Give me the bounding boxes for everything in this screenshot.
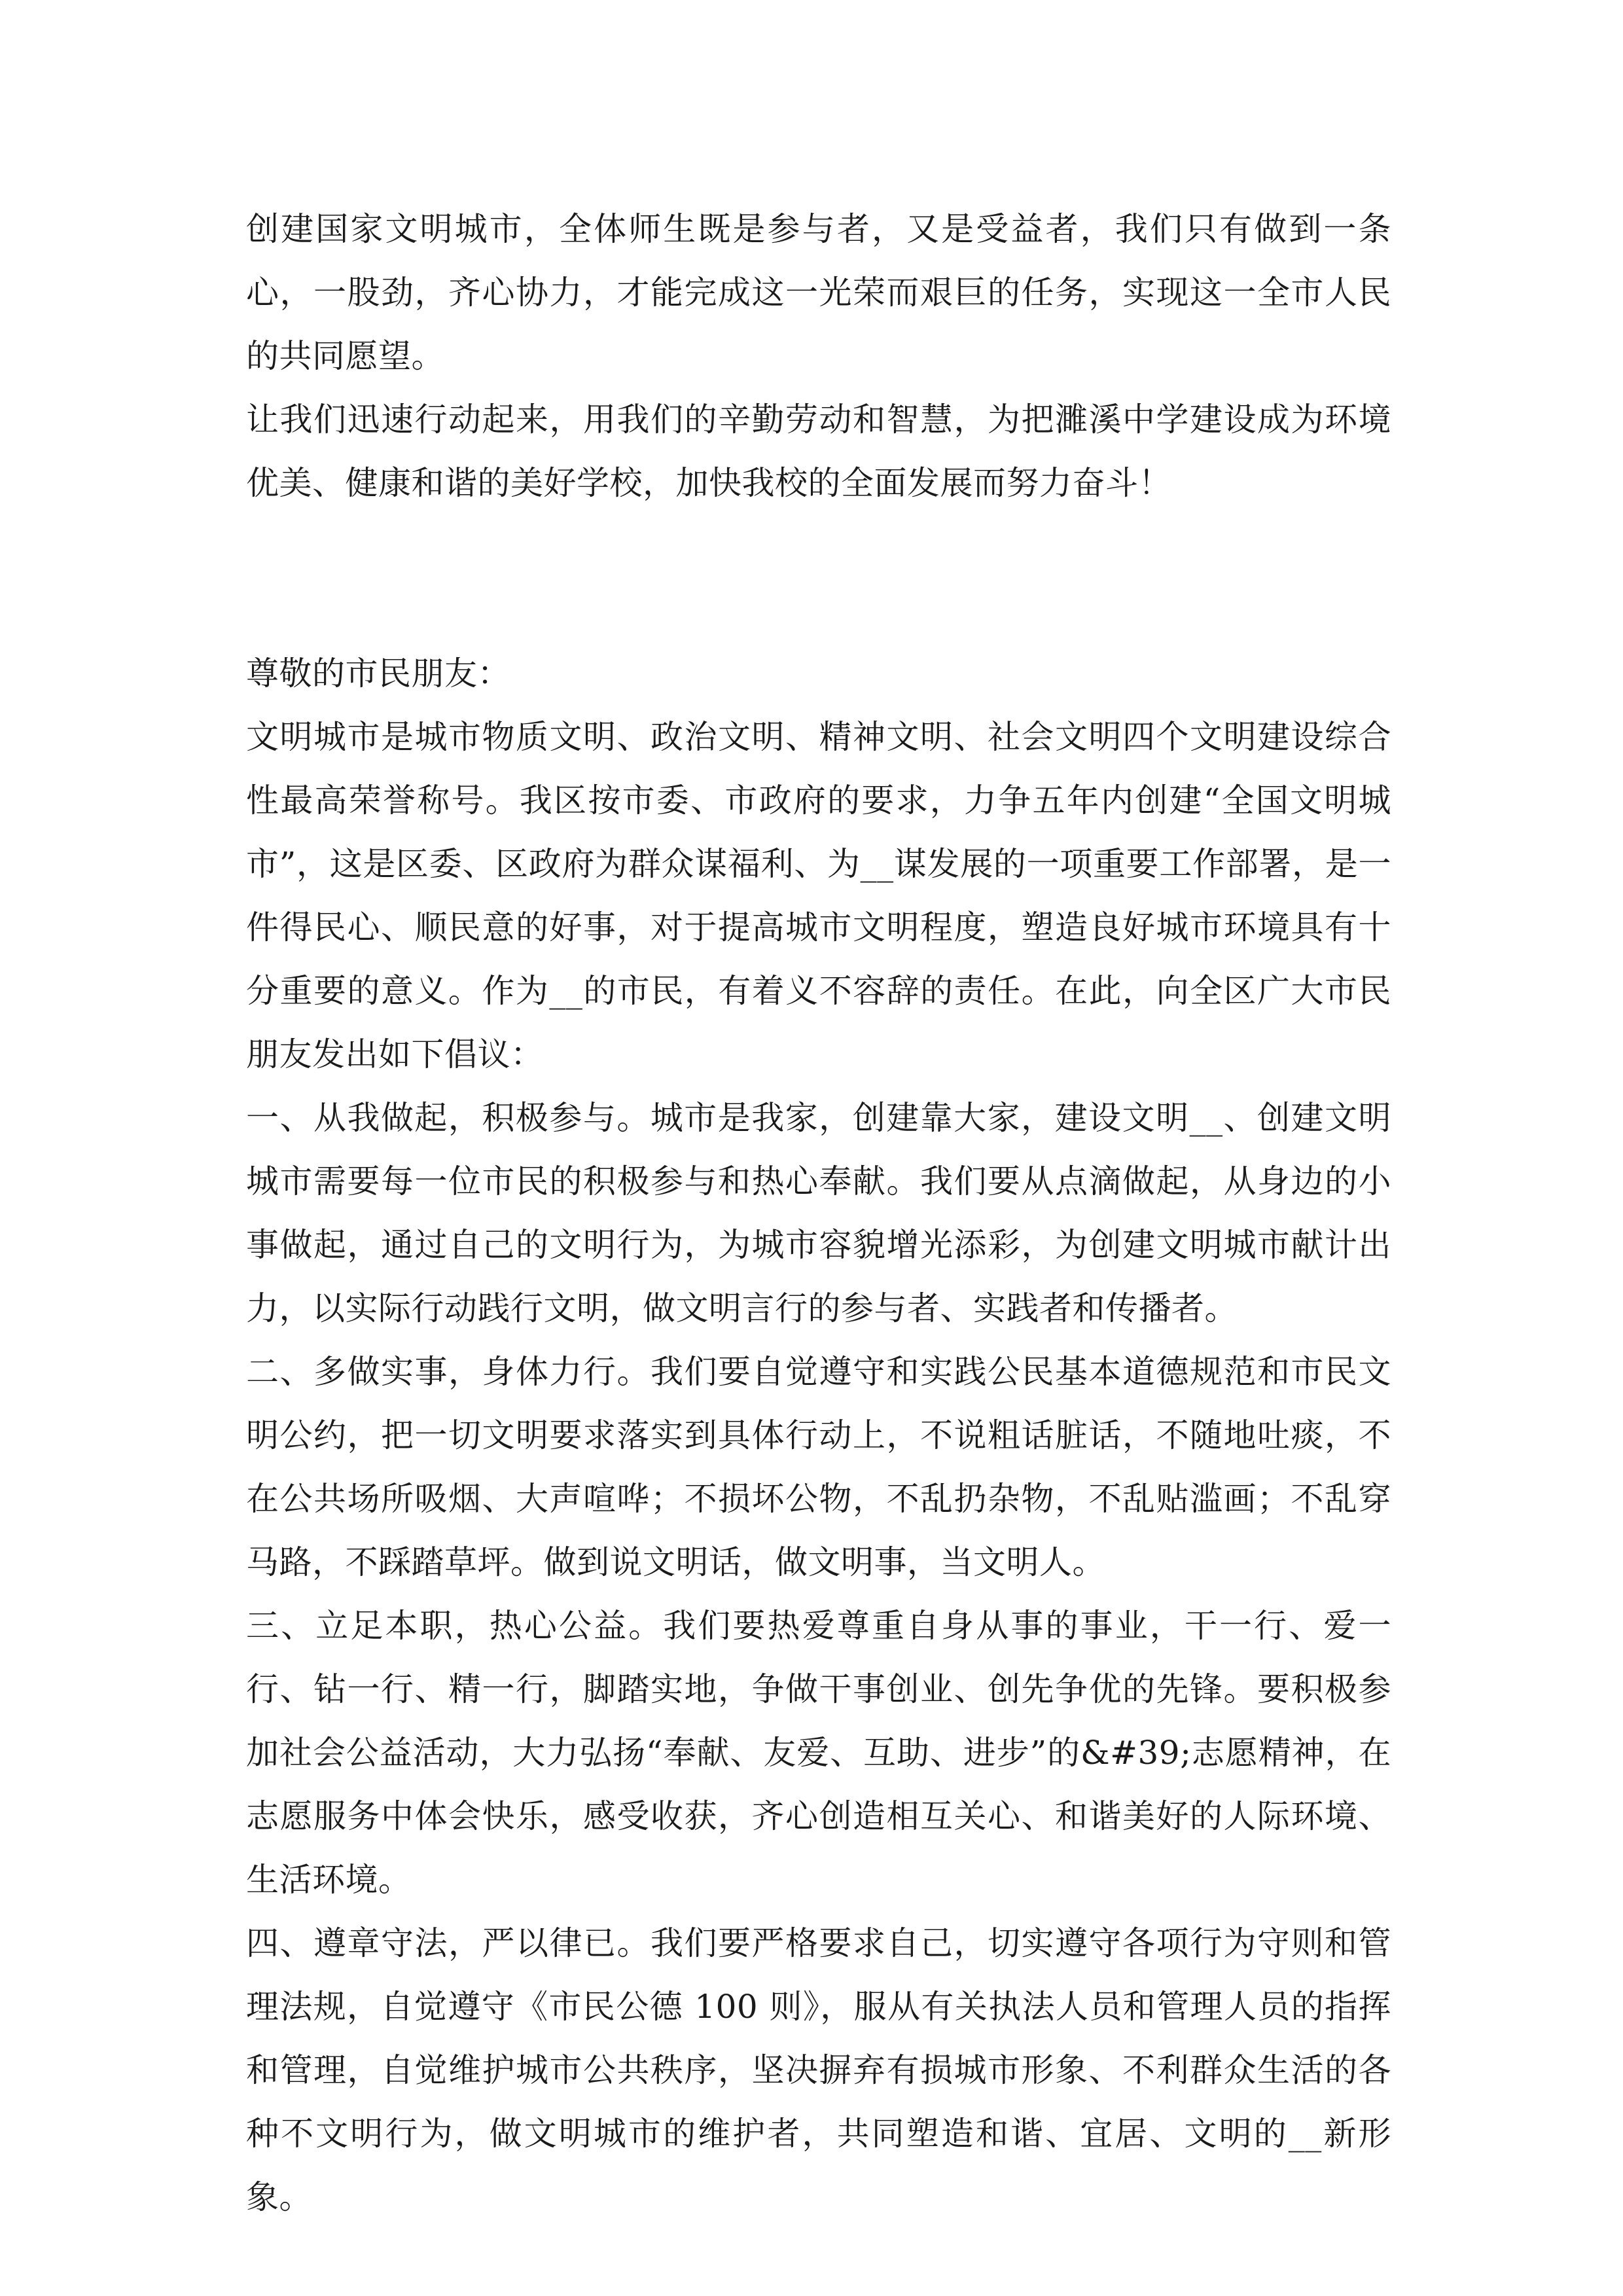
document-page <box>246 198 1391 2229</box>
proposal-item-3: 三、立足本职，热心公益。我们要热爱尊重自身从事的事业，干一行、爱一行、钻一行、精一行，脚踏实地，争做干事创业、创先争优的先锋。要积极参加社会公益活动，大力弘扬“奉献、友爱、互助、进步”的&#39;志愿精神，在志愿服务中体会快乐，感受收获，齐心创造相互关心、和谐美好的人际环境、生活环境。 <box>246 1607 1391 1899</box>
proposal-item-2: 二、多做实事，身体力行。我们要自觉遵守和实践公民基本道德规范和市民文明公约，把一切文明要求落实到具体行动上，不说粗话脏话，不随地吐痰，不在公共场所吸烟、大声喧哗；不损坏公物，不乱扔杂物，不乱贴滥画；不乱穿马路，不踩踏草坪。做到说文明话，做文明事，当文明人。 <box>246 1353 1391 1581</box>
proposal-item-1: 一、从我做起，积极参与。城市是我家，创建靠大家，建设文明__、创建文明城市需要每一位市民的积极参与和热心奉献。我们要从点滴做起，从身边的小事做起，通过自己的文明行为，为城市容貌增光添彩，为创建文明城市献计出力，以实际行动践行文明，做文明言行的参与者、实践者和传播者。 <box>246 1099 1391 1327</box>
salutation: 尊敬的市民朋友： <box>246 655 510 692</box>
closing-paragraph-1: 创建国家文明城市，全体师生既是参与者，又是受益者，我们只有做到一条心，一股劲，齐心协力，才能完成这一光荣而艰巨的任务，实现这一全市人民的共同愿望。 <box>246 210 1391 375</box>
intro-paragraph: 文明城市是城市物质文明、政治文明、精神文明、社会文明四个文明建设综合性最高荣誉称号。我区按市委、市政府的要求，力争五年内创建“全国文明城市”，这是区委、区政府为群众谋福利、为__谋发展的一项重要工作部署，是一件得民心、顺民意的好事，对于提高城市文明程度，塑造良好城市环境具有十分重要的意义。作为__的市民，有着义不容辞的责任。在此，向全区广大市民朋友发出如下倡议： <box>246 718 1391 1073</box>
proposal-item-4: 四、遵章守法，严以律已。我们要严格要求自己，切实遵守各项行为守则和管理法规，自觉遵守《市民公德 100 则》，服从有关执法人员和管理人员的指挥和管理，自觉维护城市公共秩序，坚决摒弃有损城市形象、不利群众生活的各种不文明行为，做文明城市的维护者，共同塑造和谐、宜居、文明的__新形象。 <box>246 1924 1391 2216</box>
closing-paragraph-2: 让我们迅速行动起来，用我们的辛勤劳动和智慧，为把濉溪中学建设成为环境优美、健康和谐的美好学校，加快我校的全面发展而努力奋斗！ <box>246 401 1391 502</box>
section-gap <box>246 515 1391 642</box>
